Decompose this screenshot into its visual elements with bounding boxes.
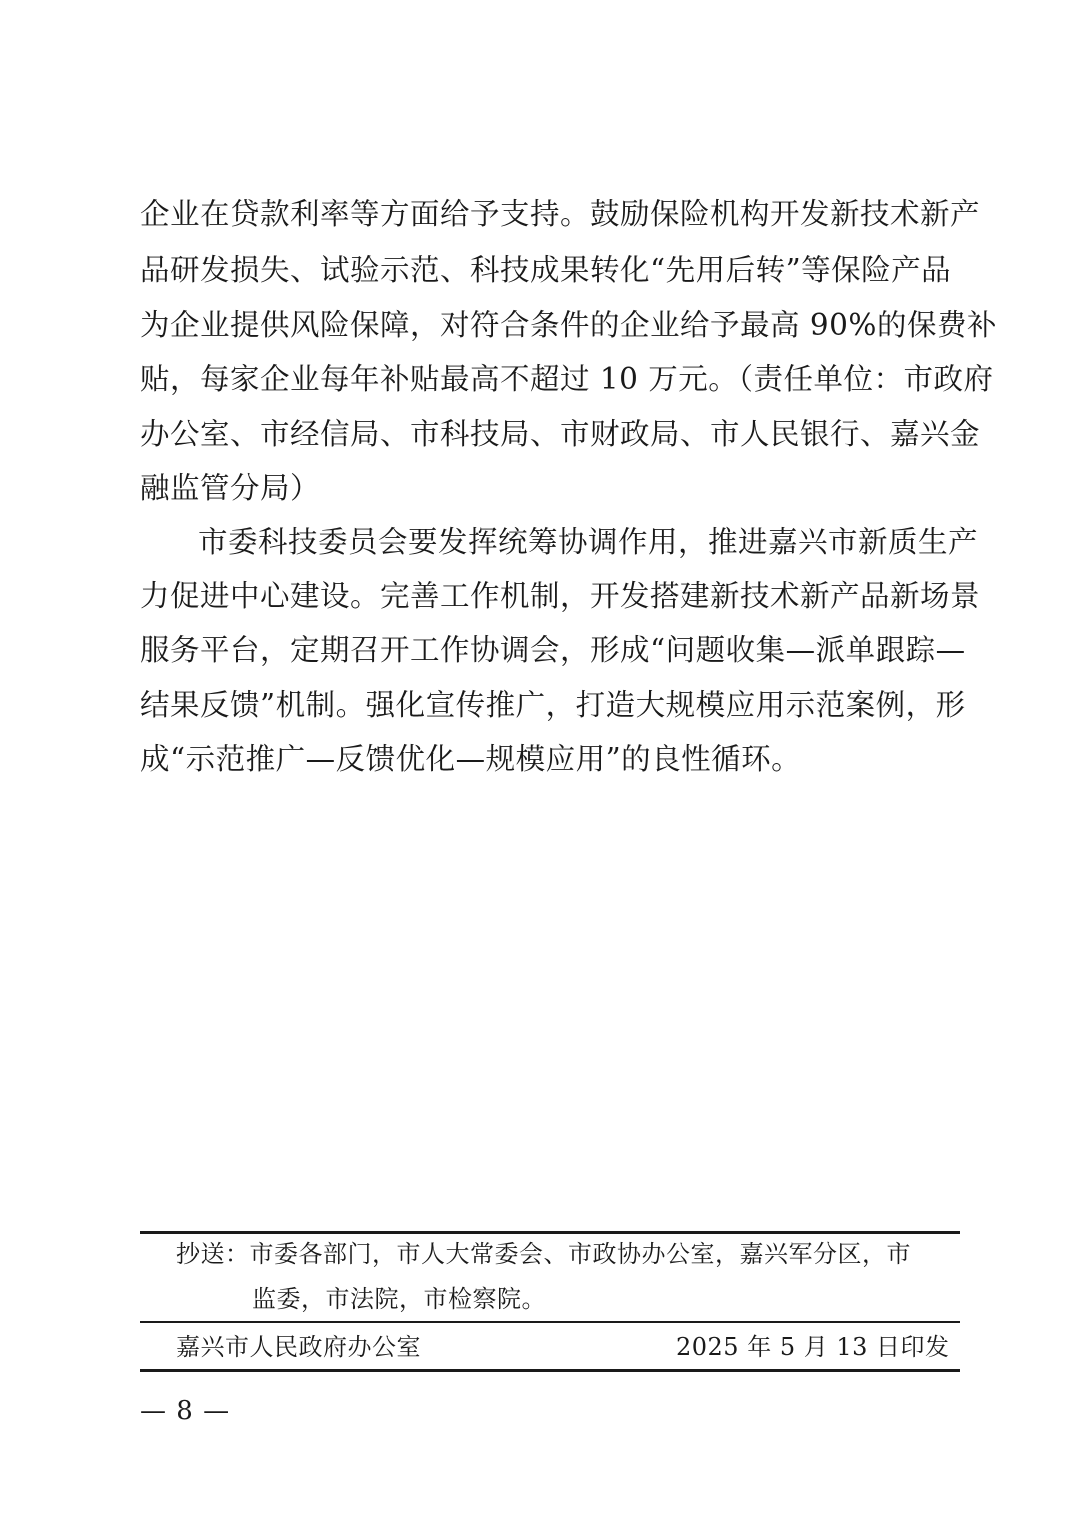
- body-line: 力促进中心建设。完善工作机制，开发搭建新技术新产品新场景: [140, 579, 981, 613]
- cc-line: 监委，市法院，市检察院。: [252, 1285, 546, 1313]
- cc-line: 抄送：市委各部门，市人大常委会、市政协办公室，嘉兴军分区，市: [176, 1240, 911, 1268]
- body-line: 办公室、市经信局、市科技局、市财政局、市人民银行、嘉兴金: [140, 417, 981, 451]
- body-line: 贴，每家企业每年补贴最高不超过 10 万元。（责任单位：市政府: [140, 362, 994, 396]
- issue-date: 2025 年 5 月 13 日印发: [676, 1333, 950, 1361]
- body-line: 服务平台，定期召开工作协调会，形成“问题收集—派单跟踪—: [140, 633, 966, 667]
- page-number: — 8 —: [140, 1396, 231, 1426]
- body-line: 品研发损失、试验示范、科技成果转化“先用后转”等保险产品: [140, 253, 952, 287]
- footer-middle-rule: [140, 1321, 960, 1323]
- body-line: 市委科技委员会要发挥统筹协调作用，推进嘉兴市新质生产: [198, 525, 979, 559]
- body-line: 结果反馈”机制。强化宣传推广，打造大规模应用示范案例，形: [140, 688, 966, 722]
- body-line: 融监管分局）: [140, 471, 321, 505]
- body-line: 成“示范推广—反馈优化—规模应用”的良性循环。: [140, 742, 802, 776]
- body-line: 企业在贷款利率等方面给予支持。鼓励保险机构开发新技术新产: [140, 197, 981, 231]
- issuer-name: 嘉兴市人民政府办公室: [176, 1333, 421, 1361]
- footer-bottom-rule: [140, 1369, 960, 1372]
- body-line: 为企业提供风险保障，对符合条件的企业给予最高 90%的保费补: [140, 308, 997, 342]
